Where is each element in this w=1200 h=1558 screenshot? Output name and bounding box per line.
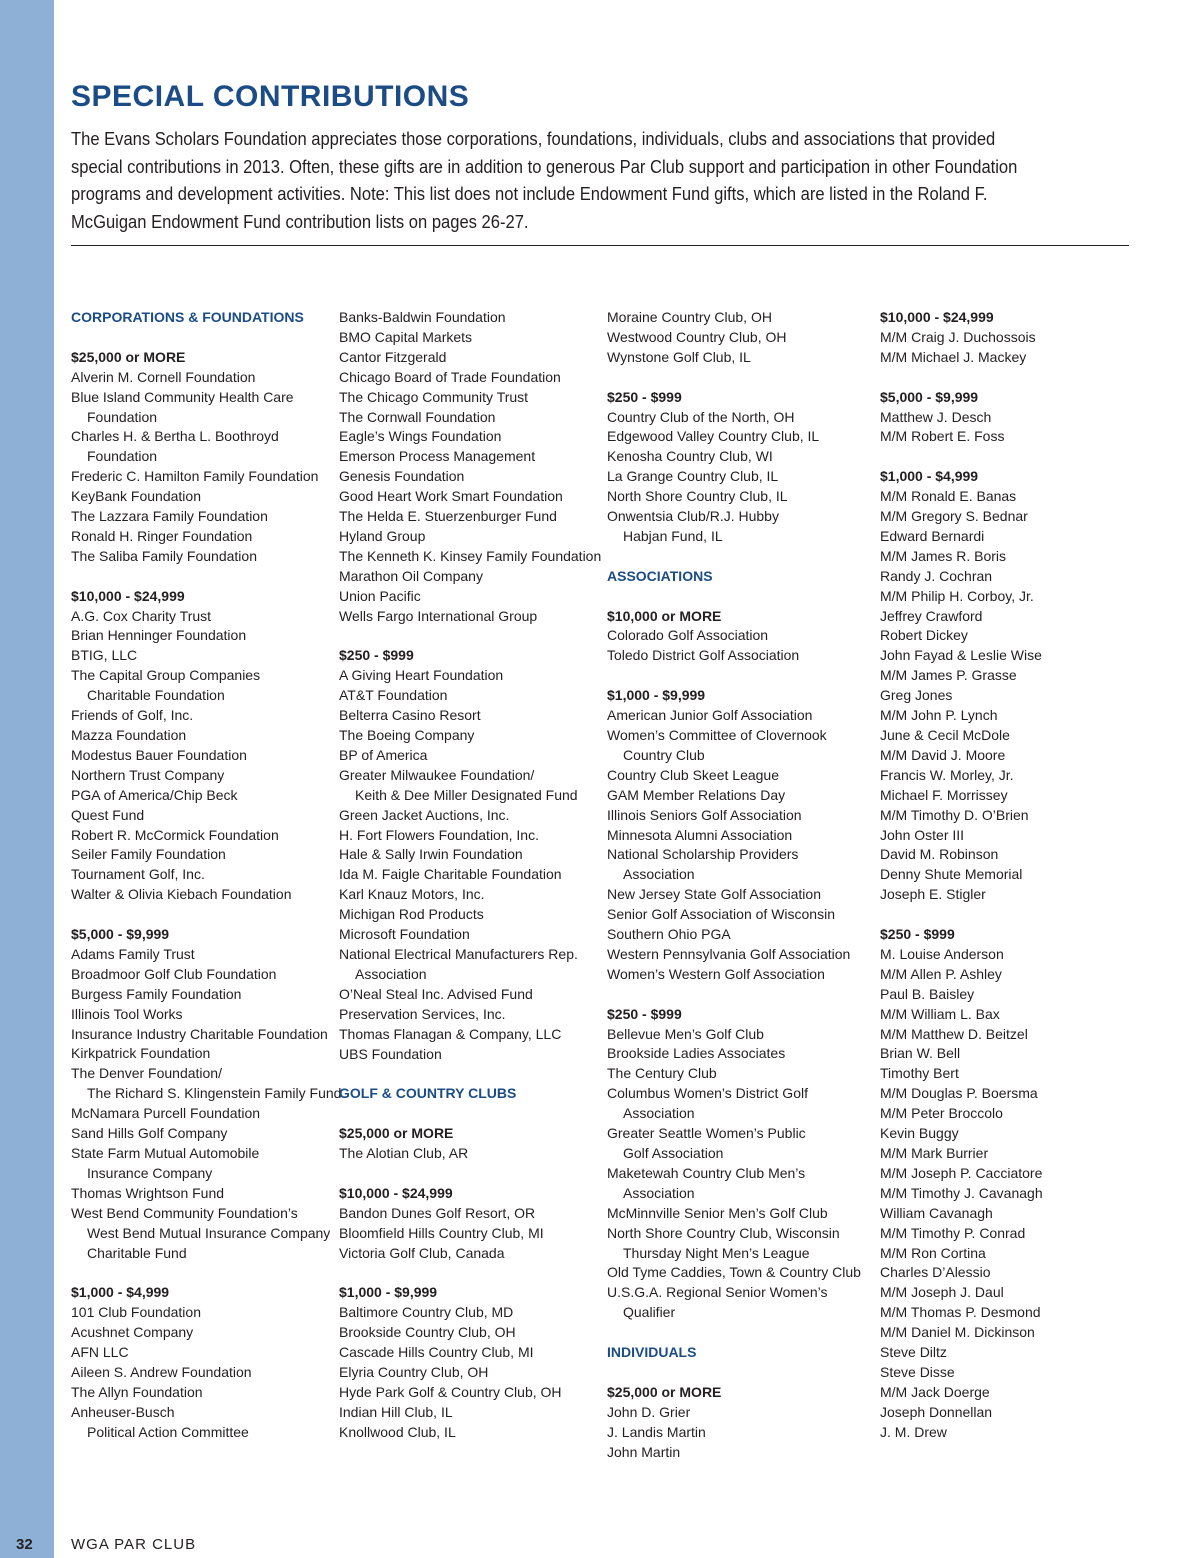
list-item: Broadmoor Golf Club Foundation — [71, 965, 277, 982]
list-item-continuation: Country Club — [623, 746, 705, 763]
list-item: State Farm Mutual Automobile — [71, 1145, 260, 1162]
list-item: Steve Diltz — [880, 1344, 947, 1361]
list-item: O’Neal Steal Inc. Advised Fund — [339, 985, 533, 1002]
list-item: William Cavanagh — [880, 1204, 993, 1221]
list-item: U.S.G.A. Regional Senior Women’s — [607, 1284, 828, 1301]
list-item: The Saliba Family Foundation — [71, 547, 257, 564]
list-item: M/M Michael J. Mackey — [880, 348, 1027, 365]
list-item: BTIG, LLC — [71, 647, 138, 664]
list-item: North Shore Country Club, Wisconsin — [607, 1224, 840, 1241]
tier-heading: $1,000 - $4,999 — [880, 468, 979, 485]
list-item: Sand Hills Golf Company — [71, 1125, 228, 1142]
list-item: Moraine Country Club, OH — [607, 309, 772, 325]
list-item: Southern Ohio PGA — [607, 926, 731, 943]
list-item: Senior Golf Association of Wisconsin — [607, 906, 835, 923]
list-item: Mazza Foundation — [71, 727, 187, 743]
page-title: SPECIAL CONTRIBUTIONS — [71, 80, 470, 113]
spacer — [607, 1323, 869, 1343]
tier-heading: $250 - $999 — [339, 647, 414, 664]
list-item-continuation: Insurance Company — [87, 1164, 213, 1181]
list-item: Banks-Baldwin Foundation — [339, 309, 506, 325]
list-item: Elyria Country Club, OH — [339, 1363, 489, 1380]
list-item: J. Landis Martin — [607, 1423, 706, 1440]
list-item-continuation: Habjan Fund, IL — [623, 527, 723, 544]
list-item: 101 Club Foundation — [71, 1304, 201, 1321]
list-item: Onwentsia Club/R.J. Hubby — [607, 508, 779, 525]
list-item: H. Fort Flowers Foundation, Inc. — [339, 826, 539, 843]
list-item: AT&T Foundation — [339, 687, 448, 704]
list-item: Columbus Women’s District Golf — [607, 1085, 808, 1102]
list-item: Michael F. Morrissey — [880, 786, 1008, 803]
section-heading: CORPORATIONS & FOUNDATIONS — [71, 309, 304, 325]
list-item: Country Club Skeet League — [607, 766, 779, 783]
list-item: M/M Thomas P. Desmond — [880, 1304, 1041, 1321]
list-item: North Shore Country Club, IL — [607, 488, 788, 505]
column-2 — [339, 308, 601, 1443]
list-item: Michigan Rod Products — [339, 906, 484, 923]
list-item: Edward Bernardi — [880, 527, 985, 544]
list-item: McMinnville Senior Men’s Golf Club — [607, 1204, 828, 1221]
spacer — [339, 1164, 601, 1184]
spacer — [880, 368, 1142, 388]
list-item: Belterra Casino Resort — [339, 707, 481, 724]
spacer — [607, 547, 869, 567]
list-item: Kenosha Country Club, WI — [607, 448, 773, 465]
list-item: M/M Ron Cortina — [880, 1244, 986, 1261]
list-item: Charles D’Alessio — [880, 1264, 991, 1281]
tier-heading: $1,000 - $9,999 — [339, 1284, 438, 1301]
list-item: The Denver Foundation/ — [71, 1065, 222, 1082]
list-item: M/M John P. Lynch — [880, 707, 998, 724]
section-heading: INDIVIDUALS — [607, 1344, 697, 1361]
list-item: Ronald H. Ringer Foundation — [71, 527, 253, 544]
list-item: Bellevue Men’s Golf Club — [607, 1025, 764, 1042]
list-item: A Giving Heart Foundation — [339, 667, 504, 684]
list-item-continuation: Association — [623, 1105, 695, 1122]
list-item: Robert R. McCormick Foundation — [71, 826, 279, 843]
list-item: The Kenneth K. Kinsey Family Foundation — [339, 547, 602, 564]
tier-heading: $1,000 - $4,999 — [71, 1284, 170, 1301]
list-item: Matthew J. Desch — [880, 408, 992, 425]
list-item: Green Jacket Auctions, Inc. — [339, 806, 510, 823]
list-item: AFN LLC — [71, 1344, 129, 1361]
list-item: Illinois Seniors Golf Association — [607, 806, 802, 823]
list-item: The Boeing Company — [339, 727, 475, 744]
tier-heading: $5,000 - $9,999 — [880, 388, 979, 405]
list-item: John Martin — [607, 1443, 681, 1460]
list-item: M/M Joseph P. Cacciatore — [880, 1164, 1043, 1181]
intro-paragraph: The Evans Scholars Foundation appreciates those corporations, foundations, individuals, clubs and associations that provided special contributions in 2013. Often, these gifts are in addition to generous Par Club support and participation in other Foundation programs and development activities. Note: This list does not include Endowment Fund gifts, which are listed in the Roland F. McGuigan Endowment Fund contribution lists on pages 26-27. — [71, 129, 1018, 232]
list-item: M/M Gregory S. Bednar — [880, 508, 1028, 525]
column-4 — [880, 308, 1142, 1443]
list-item: M/M Daniel M. Dickinson — [880, 1324, 1035, 1341]
list-item: M/M Timothy P. Conrad — [880, 1224, 1026, 1241]
list-item: Blue Island Community Health Care — [71, 388, 294, 405]
list-item: American Junior Golf Association — [607, 707, 813, 724]
list-item: M/M Allen P. Ashley — [880, 965, 1002, 982]
spacer — [880, 905, 1142, 925]
list-item: Randy J. Cochran — [880, 567, 993, 584]
list-item: Insurance Industry Charitable Foundation — [71, 1025, 328, 1042]
list-item: Maketewah Country Club Men’s — [607, 1164, 806, 1181]
tier-heading: $10,000 - $24,999 — [880, 309, 994, 325]
list-item: Steve Disse — [880, 1363, 955, 1380]
list-item-continuation: Foundation — [87, 408, 158, 425]
list-item: M/M Ronald E. Banas — [880, 488, 1017, 505]
list-item: David M. Robinson — [880, 846, 999, 863]
list-item: J. M. Drew — [880, 1423, 947, 1440]
list-item: Good Heart Work Smart Foundation — [339, 488, 563, 505]
list-item: The Lazzara Family Foundation — [71, 508, 268, 525]
spacer — [339, 1263, 601, 1283]
list-item: UBS Foundation — [339, 1045, 442, 1062]
list-item: M/M Timothy D. O’Brien — [880, 806, 1029, 823]
list-item: Victoria Golf Club, Canada — [339, 1244, 505, 1261]
list-item: Adams Family Trust — [71, 945, 195, 962]
spacer — [607, 368, 869, 388]
list-item-continuation: Political Action Committee — [87, 1423, 249, 1440]
list-item-continuation: The Richard S. Klingenstein Family Fund — [87, 1085, 342, 1102]
list-item: M/M Matthew D. Beitzel — [880, 1025, 1028, 1042]
list-item: National Scholarship Providers — [607, 846, 799, 863]
list-item: Chicago Board of Trade Foundation — [339, 368, 561, 385]
list-item: Joseph Donnellan — [880, 1403, 993, 1420]
tier-heading: $250 - $999 — [607, 388, 682, 405]
spacer — [607, 587, 869, 607]
list-item-continuation: West Bend Mutual Insurance Company — [87, 1224, 331, 1241]
list-item-continuation: Association — [623, 1184, 695, 1201]
spacer — [339, 627, 601, 647]
list-item: Friends of Golf, Inc. — [71, 707, 194, 724]
spacer — [71, 328, 333, 348]
list-item: Brookside Ladies Associates — [607, 1045, 786, 1062]
list-item-continuation: Thursday Night Men’s League — [623, 1244, 810, 1261]
list-item-continuation: Charitable Foundation — [87, 687, 225, 704]
spacer — [339, 1064, 601, 1084]
section-heading: GOLF & COUNTRY CLUBS — [339, 1085, 517, 1102]
list-item: Kirkpatrick Foundation — [71, 1045, 211, 1062]
list-item: Colorado Golf Association — [607, 627, 769, 644]
list-item: Indian Hill Club, IL — [339, 1403, 453, 1420]
list-item: Walter & Olivia Kiebach Foundation — [71, 886, 292, 903]
list-item: Thomas Wrightson Fund — [71, 1184, 225, 1201]
tier-heading: $250 - $999 — [607, 1005, 682, 1022]
spacer — [607, 985, 869, 1005]
spacer — [71, 1263, 333, 1283]
list-item: Union Pacific — [339, 587, 421, 604]
list-item-continuation: Keith & Dee Miller Designated Fund — [355, 786, 578, 803]
list-item: Marathon Oil Company — [339, 567, 483, 584]
list-item: Karl Knauz Motors, Inc. — [339, 886, 485, 903]
list-item: Tournament Golf, Inc. — [71, 866, 205, 883]
spacer — [71, 567, 333, 587]
column-1 — [71, 308, 342, 1443]
list-item: Charles H. & Bertha L. Boothroyd — [71, 428, 279, 445]
list-item: The Allyn Foundation — [71, 1383, 203, 1400]
list-item: John Oster III — [880, 826, 965, 843]
list-item: McNamara Purcell Foundation — [71, 1105, 261, 1122]
list-item: Wynstone Golf Club, IL — [607, 348, 751, 365]
list-item: Bloomfield Hills Country Club, MI — [339, 1224, 544, 1241]
list-item: M/M Peter Broccolo — [880, 1105, 1003, 1122]
list-item: Hyde Park Golf & Country Club, OH — [339, 1383, 562, 1400]
list-item: Western Pennsylvania Golf Association — [607, 945, 851, 962]
spacer — [607, 666, 869, 686]
header-divider — [71, 245, 1129, 246]
list-item: Microsoft Foundation — [339, 926, 470, 943]
section-heading: ASSOCIATIONS — [607, 567, 713, 584]
column-3 — [607, 308, 869, 1462]
list-item: Brian W. Bell — [880, 1045, 961, 1062]
spacer — [880, 447, 1142, 467]
tier-heading: $10,000 or MORE — [607, 607, 722, 624]
list-item: Thomas Flanagan & Company, LLC — [339, 1025, 562, 1042]
list-item: M/M Jack Doerge — [880, 1383, 990, 1400]
tier-heading: $250 - $999 — [880, 926, 955, 943]
list-item: The Capital Group Companies — [71, 667, 261, 684]
list-item: M/M James P. Grasse — [880, 667, 1017, 684]
publication-name: WGA PAR CLUB — [71, 1536, 197, 1553]
list-item: Greg Jones — [880, 687, 953, 704]
list-item: Acushnet Company — [71, 1324, 194, 1341]
list-item: Robert Dickey — [880, 627, 968, 644]
list-item: PGA of America/Chip Beck — [71, 786, 238, 803]
list-item: Paul B. Baisley — [880, 985, 975, 1002]
list-item: Francis W. Morley, Jr. — [880, 766, 1014, 783]
list-item: Kevin Buggy — [880, 1125, 959, 1142]
list-item: M. Louise Anderson — [880, 945, 1004, 962]
list-item: M/M James R. Boris — [880, 547, 1007, 564]
list-item: Alverin M. Cornell Foundation — [71, 368, 256, 385]
list-item: BMO Capital Markets — [339, 328, 473, 345]
spacer — [71, 905, 333, 925]
list-item: Minnesota Alumni Association — [607, 826, 793, 843]
list-item: Bandon Dunes Golf Resort, OR — [339, 1204, 536, 1221]
list-item: M/M Joseph J. Daul — [880, 1284, 1004, 1301]
list-item: Genesis Foundation — [339, 468, 465, 485]
list-item: Eagle’s Wings Foundation — [339, 428, 502, 445]
list-item: Greater Milwaukee Foundation/ — [339, 766, 535, 783]
list-item: Denny Shute Memorial — [880, 866, 1023, 883]
list-item: The Century Club — [607, 1065, 717, 1082]
list-item-continuation: Association — [355, 965, 427, 982]
tier-heading: $1,000 - $9,999 — [607, 687, 706, 704]
list-item: John D. Grier — [607, 1403, 691, 1420]
list-item: Modestus Bauer Foundation — [71, 746, 247, 763]
list-item: A.G. Cox Charity Trust — [71, 607, 212, 624]
list-item: Old Tyme Caddies, Town & Country Club — [607, 1264, 861, 1281]
list-item: Westwood Country Club, OH — [607, 328, 787, 345]
list-item: Baltimore Country Club, MD — [339, 1304, 514, 1321]
list-item: New Jersey State Golf Association — [607, 886, 821, 903]
list-item: KeyBank Foundation — [71, 488, 201, 505]
list-item: Brian Henninger Foundation — [71, 627, 247, 644]
list-item: Burgess Family Foundation — [71, 985, 242, 1002]
list-item: Wells Fargo International Group — [339, 607, 538, 624]
list-item-continuation: Association — [623, 866, 695, 883]
list-item: The Alotian Club, AR — [339, 1145, 469, 1162]
list-item: Timothy Bert — [880, 1065, 959, 1082]
spacer — [339, 1104, 601, 1124]
list-item: La Grange Country Club, IL — [607, 468, 779, 485]
list-item-continuation: Golf Association — [623, 1144, 724, 1161]
list-item: Seiler Family Foundation — [71, 846, 226, 863]
list-item: GAM Member Relations Day — [607, 786, 786, 803]
list-item: National Electrical Manufacturers Rep. — [339, 945, 578, 962]
list-item: M/M William L. Bax — [880, 1005, 1000, 1022]
list-item: Quest Fund — [71, 806, 145, 823]
list-item: Toledo District Golf Association — [607, 647, 800, 664]
list-item: Preservation Services, Inc. — [339, 1005, 506, 1022]
list-item: Jeffrey Crawford — [880, 607, 983, 624]
list-item: The Chicago Community Trust — [339, 388, 529, 405]
list-item: M/M Douglas P. Boersma — [880, 1085, 1038, 1102]
list-item: Emerson Process Management — [339, 448, 536, 465]
list-item: Edgewood Valley Country Club, IL — [607, 428, 820, 445]
list-item: Illinois Tool Works — [71, 1005, 183, 1022]
list-item: M/M Philip H. Corboy, Jr. — [880, 587, 1034, 604]
list-item: M/M Craig J. Duchossois — [880, 328, 1036, 345]
side-color-bar — [0, 0, 54, 1558]
list-item: The Helda E. Stuerzenburger Fund — [339, 508, 557, 525]
list-item: Aileen S. Andrew Foundation — [71, 1363, 252, 1380]
list-item-continuation: Charitable Fund — [87, 1244, 187, 1261]
tier-heading: $10,000 - $24,999 — [339, 1184, 453, 1201]
list-item: Joseph E. Stigler — [880, 886, 986, 903]
list-item: M/M Mark Burrier — [880, 1145, 989, 1162]
list-item: M/M Robert E. Foss — [880, 428, 1005, 445]
list-item: BP of America — [339, 746, 428, 763]
list-item: M/M David J. Moore — [880, 746, 1006, 763]
tier-heading: $10,000 - $24,999 — [71, 587, 185, 604]
list-item: West Bend Community Foundation’s — [71, 1204, 298, 1221]
list-item: Knollwood Club, IL — [339, 1423, 456, 1440]
list-item: Cantor Fitzgerald — [339, 348, 447, 365]
tier-heading: $5,000 - $9,999 — [71, 926, 170, 943]
list-item: Women’s Committee of Clovernook — [607, 726, 827, 743]
list-item: The Cornwall Foundation — [339, 408, 496, 425]
list-item-continuation: Foundation — [87, 448, 158, 465]
list-item: John Fayad & Leslie Wise — [880, 647, 1042, 664]
tier-heading: $25,000 or MORE — [71, 348, 186, 365]
list-item: M/M Timothy J. Cavanagh — [880, 1184, 1043, 1201]
list-item: Ida M. Faigle Charitable Foundation — [339, 866, 562, 883]
list-item: Frederic C. Hamilton Family Foundation — [71, 468, 319, 485]
list-item: Anheuser-Busch — [71, 1403, 175, 1420]
list-item: June & Cecil McDole — [880, 727, 1010, 743]
page-number: 32 — [16, 1536, 33, 1553]
list-item: Country Club of the North, OH — [607, 408, 795, 425]
list-item: Brookside Country Club, OH — [339, 1324, 516, 1341]
list-item: Hyland Group — [339, 527, 426, 544]
list-item: Hale & Sally Irwin Foundation — [339, 846, 523, 863]
spacer — [607, 1363, 869, 1383]
list-item: Women’s Western Golf Association — [607, 965, 825, 982]
list-item: Northern Trust Company — [71, 766, 225, 783]
tier-heading: $25,000 or MORE — [339, 1125, 454, 1142]
list-item: Greater Seattle Women’s Public — [607, 1125, 806, 1142]
list-item: Cascade Hills Country Club, MI — [339, 1344, 534, 1361]
list-item-continuation: Qualifier — [623, 1304, 676, 1321]
tier-heading: $25,000 or MORE — [607, 1383, 722, 1400]
